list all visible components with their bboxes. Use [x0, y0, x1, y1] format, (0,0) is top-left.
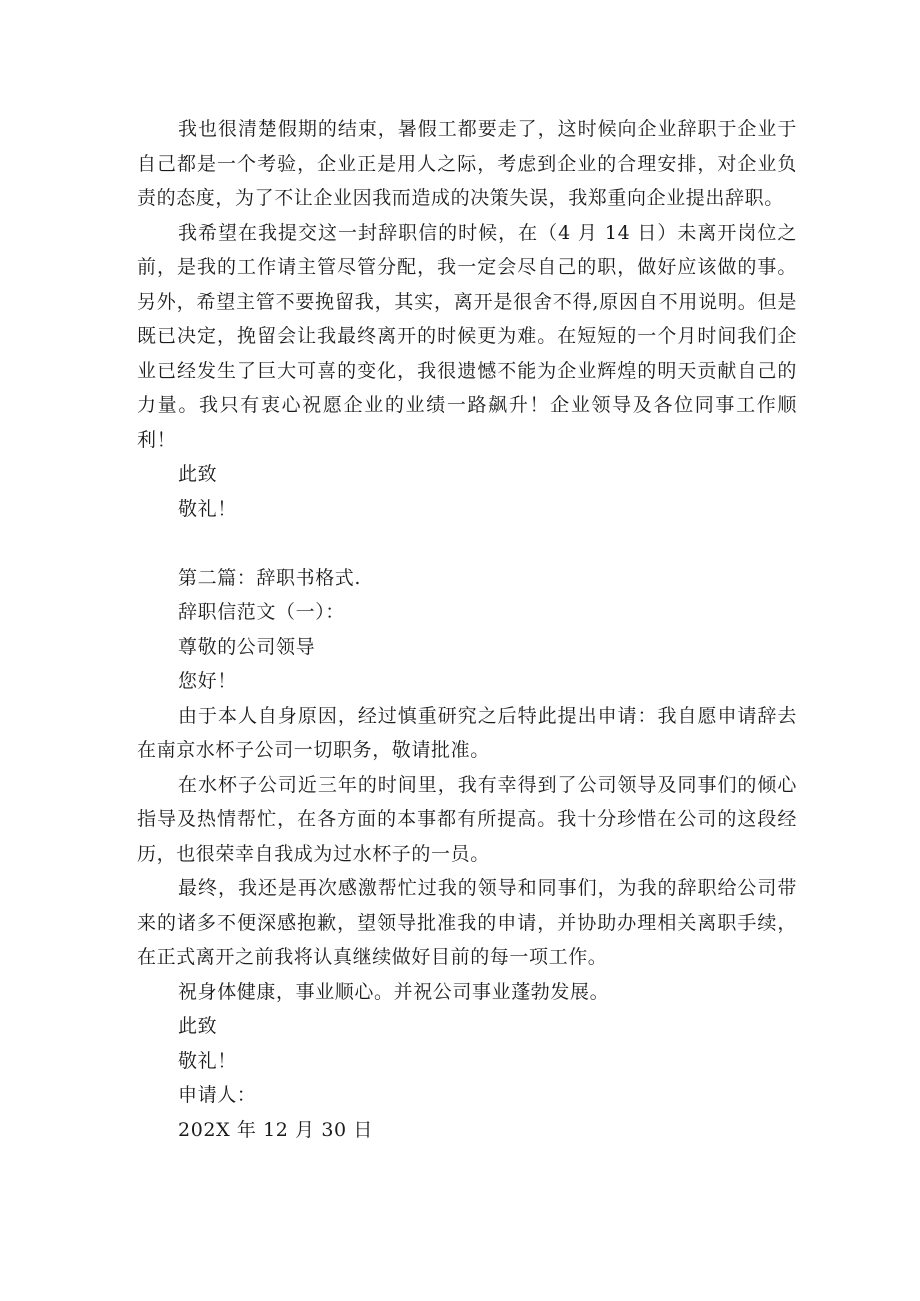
closing-regards: 此致 [178, 1015, 218, 1037]
body-paragraph: 在水杯子公司近三年的时间里，我有幸得到了公司领导及同事们的倾心指导及热情帮忙，在各方面的本事都有所提高。我十分珍惜在公司的这段经历，也很荣幸自我成为过水杯子的一员。 [137, 773, 797, 865]
document-page [137, 112, 797, 1147]
body-paragraph: 我希望在我提交这一封辞职信的时候，在（4 月 14 日）未离开岗位之前，是我的工作请主管尽管分配，我一定会尽自己的职，做好应该做的事。另外，希望主管不要挽留我，其实，离开是很舍不得,原因自不用说明。但是既已决定，挽留会让我最终离开的时候更为难。在短短的一个月时间我们企业已经发生了巨大可喜的变化，我很遗憾不能为企业辉煌的明天贡献自己的力量。我只有衷心祝愿企业的业绩一路飙升！企业领导及各位同事工作顺利！ [137, 221, 797, 451]
body-paragraph: 我也很清楚假期的结束，暑假工都要走了，这时候向企业辞职于企业于自己都是一个考验，企业正是用人之际，考虑到企业的合理安排，对企业负责的态度，为了不让企业因我而造成的决策失误，我郑重向企业提出辞职。 [137, 118, 797, 209]
addressee: 尊敬的公司领导 [178, 635, 316, 658]
closing-salute: 敬礼！ [178, 497, 237, 520]
body-paragraph: 由于本人自身原因，经过慎重研究之后特此提出申请：我自愿申请辞去在南京水杯子公司一切职务，敬请批准。 [137, 704, 797, 761]
applicant-label: 申请人： [178, 1084, 257, 1106]
letter-date: 202X 年 12 月 30 日 [178, 1118, 373, 1141]
greeting: 您好！ [178, 670, 237, 692]
section-heading: 第二篇：辞职书格式. [178, 566, 362, 589]
closing-regards: 此致 [178, 463, 218, 485]
section-gap [137, 526, 797, 561]
body-paragraph: 最终，我还是再次感激帮忙过我的领导和同事们，为我的辞职给公司带来的诸多不便深感抱歉，望领导批准我的申请，并协助办理相关离职手续，在正式离开之前我将认真继续做好目前的每一项工作。 [137, 877, 797, 968]
closing-salute: 敬礼！ [178, 1049, 237, 1072]
sample-title: 辞职信范文（一）： [178, 601, 345, 623]
wish-line: 祝身体健康，事业顺心。并祝公司事业蓬勃发展。 [178, 980, 610, 1003]
